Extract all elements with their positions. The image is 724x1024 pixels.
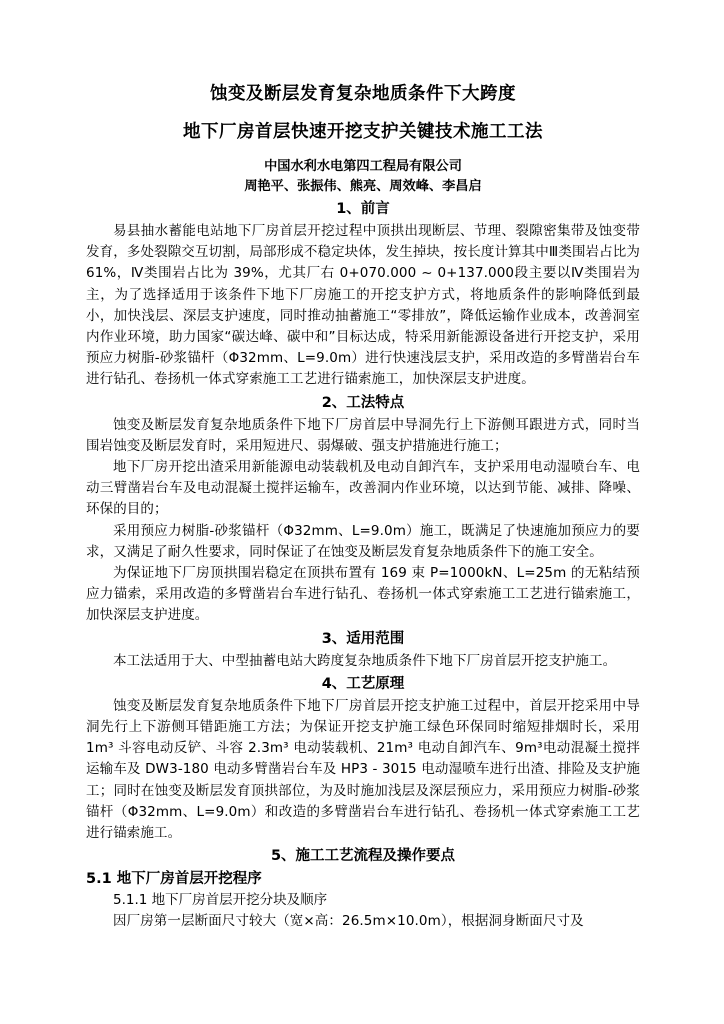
section-heading-features: 2、工法特点 — [321, 394, 405, 411]
section-heading-process: 5、施工工艺流程及操作要点 — [270, 848, 456, 865]
subsubsection-heading: 5.1.1 地下厂房首层开挖分块及顺序 — [113, 892, 328, 909]
section-heading-principle: 4、工艺原理 — [321, 675, 405, 692]
authors: 周艳平、张振伟、熊亮、周效峰、李昌启 — [244, 179, 482, 194]
section-heading-scope: 3、适用范围 — [321, 630, 405, 647]
paragraph: 蚀变及断层发育复杂地质条件下地下厂房首层开挖支护施工过程中，首层开挖采用中导洞先行上下游侧耳错距施工方法；为保证开挖支护施工绿色环保同时缩短排烟时长，采用 1m³ 斗容电动反铲、斗容 2.3m³ 电动装载机、21m³ 电动自卸汽车、9m³电动混凝土搅拌运输车及 DW3-180 电动多臂凿岩台车及 HP3 - 3015 电动湿喷车进行出渣、排险及支护施工；同时在蚀变及断层发育顶拱部位，为及时施加浅层及深层预应力，采用预应力树脂-砂浆锚杆（Φ32mm、L=9.0m）和改造的多臂凿岩台车进行钻孔、卷扬机一体式穿索施工工艺进行锚索施工。 — [86, 697, 640, 842]
subsection-heading: 5.1 地下厂房首层开挖程序 — [86, 871, 262, 888]
paragraph: 因厂房第一层断面尺寸较大（宽×高：26.5m×10.0m），根据洞身断面尺寸及 — [113, 913, 584, 930]
section-heading-preface: 1、前言 — [336, 201, 390, 217]
document-title-line-1: 蚀变及断层发育复杂地质条件下大跨度 — [210, 84, 516, 104]
paragraph: 本工法适用于大、中型抽蓄电站大跨度复杂地质条件下地下厂房首层开挖支护施工。 — [113, 652, 617, 669]
paragraph: 为保证地下厂房顶拱围岩稳定在顶拱布置有 169 束 P=1000kN、L=25m 的无粘结预应力锚索，采用改造的多臂凿岩台车进行钻孔、卷扬机一体式穿索施工工艺进行锚索施工，加快深层支护进度。 — [86, 565, 640, 624]
paragraph: 易县抽水蓄能电站地下厂房首层开挖过程中顶拱出现断层、节理、裂隙密集带及蚀变带发育，多处裂隙交互切割，局部形成不稳定块体，发生掉块，按长度计算其中Ⅲ类围岩占比为 61%，Ⅳ类围岩占比为 39%，尤其厂右 0+070.000 ~ 0+137.000段主要以Ⅳ类围岩为主，为了选择适用于该条件下地下厂房施工的开挖支护方式，将地质条件的影响降低到最小，加快浅层、深层支护速度，同时推动抽蓄施工“零排放”，降低运输作业成本，改善洞室内作业环境，助力国家“碳达峰、碳中和”目标达成，特采用新能源设备进行开挖支护，采用预应力树脂-砂浆锚杆（Φ32mm、L=9.0m）进行快速浅层支护，采用改造的多臂凿岩台车进行钻孔、卷扬机一体式穿索施工工艺进行锚索施工，加快深层支护进度。 — [86, 223, 640, 388]
paragraph: 采用预应力树脂-砂浆锚杆（Φ32mm、L=9.0m）施工，既满足了快速施加预应力的要求，又满足了耐久性要求，同时保证了在蚀变及断层发育复杂地质条件下的施工安全。 — [86, 522, 640, 560]
paragraph: 地下厂房开挖出渣采用新能源电动装载机及电动自卸汽车，支护采用电动湿喷台车、电动三臂凿岩台车及电动混凝土搅拌运输车，改善洞内作业环境，以达到节能、减排、降噪、环保的目的； — [86, 459, 640, 518]
paragraph: 蚀变及断层发育复杂地质条件下地下厂房首层中导洞先行上下游侧耳跟进方式，同时当围岩蚀变及断层发育时，采用短进尺、弱爆破、强支护措施进行施工； — [86, 416, 640, 454]
document-title-line-2: 地下厂房首层快速开挖支护关键技术施工工法 — [183, 122, 543, 142]
organization: 中国水利水电第四工程局有限公司 — [264, 159, 462, 174]
